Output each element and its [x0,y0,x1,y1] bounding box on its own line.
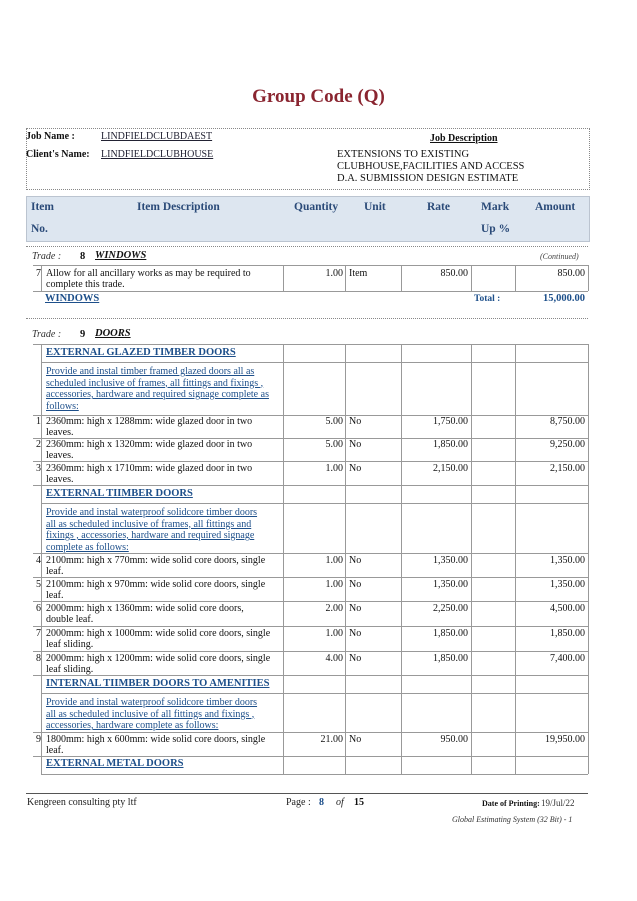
trade-total-name: WINDOWS [45,293,100,304]
rate: 1,350.00 [433,579,468,590]
item-description: leaves. [46,474,74,485]
unit: No [349,653,362,664]
section-paragraph: all as scheduled inclusive of frames, all fittings and [46,518,252,530]
quantity: 5.00 [325,416,343,427]
col-item-no: No. [31,223,48,235]
grid-line [33,601,588,602]
amount: 7,400.00 [550,653,585,664]
page-title: Group Code (Q) [252,86,385,107]
quantity: 1.00 [325,463,343,474]
quantity: 5.00 [325,439,343,450]
quantity: 4.00 [325,653,343,664]
company-name: Kengreen consulting pty ltf [27,797,137,808]
item-description: 2360mm: high x 1288mm: wide glazed door in two [46,416,253,427]
grid-line [41,344,42,774]
grid-line [33,485,588,486]
page-of: of [336,797,344,808]
item-no: 7 [36,628,41,639]
grid-line [33,577,588,578]
grid-line [33,756,588,757]
print-date-label: Date of Printing: [482,799,540,808]
footer-rule [26,793,588,794]
section-paragraph: scheduled inclusive of frames, all fittings and fixings , [46,377,264,389]
amount: 1,350.00 [550,579,585,590]
item-description: double leaf. [46,614,94,625]
job-description-label: Job Description [430,133,498,144]
section-paragraph: Provide and instal waterproof solidcore timber doors [46,697,258,708]
col-item: Item [31,201,54,213]
grid-line [283,344,284,774]
job-description-line: EXTENSIONS TO EXISTING [337,149,470,160]
table-header [26,196,590,242]
unit: Item [349,268,368,279]
grid-line [33,344,588,345]
section-paragraph: follows: [46,400,79,412]
unit: No [349,603,362,614]
grid-line [33,651,588,652]
section-heading: EXTERNAL TIIMBER DOORS [46,488,193,499]
continued-note: (Continued) [540,252,579,261]
section-heading: EXTERNAL GLAZED TIMBER DOORS [46,347,236,358]
job-name-label: Job Name : [26,131,75,142]
job-description-line: CLUBHOUSE,FACILITIES AND ACCESS [337,161,525,172]
grid-line [41,693,588,694]
page-number: 8 [319,797,324,808]
page-label: Page : [286,797,311,808]
item-no: 1 [36,416,41,427]
rate: 2,250.00 [433,603,468,614]
trade-number: 8 [80,251,86,262]
rate: 1,850.00 [433,628,468,639]
grid-line [33,291,588,292]
trade-label: Trade : [32,251,62,262]
unit: No [349,416,362,427]
grid-line [515,265,516,291]
amount: 19,950.00 [545,734,585,745]
item-description: leaf sliding. [46,664,94,675]
item-description: 2000mm: high x 1200mm: wide solid core doors, single [46,653,271,664]
item-no: 6 [36,603,41,614]
quantity: 1.00 [325,628,343,639]
section-paragraph: complete as follows: [46,541,129,553]
col-quantity: Quantity [294,201,339,213]
rate: 950.00 [440,734,468,745]
rate: 1,350.00 [433,555,468,566]
total-label: Total : [474,294,501,304]
item-no: 5 [36,579,41,590]
section-paragraph: all as scheduled inclusive of all fittings and fixings , [46,708,255,720]
item-no: 8 [36,653,41,664]
trade-total: 15,000.00 [543,293,585,304]
item-no: 2 [36,439,41,450]
grid-line [401,344,402,774]
rate: 1,850.00 [433,653,468,664]
rate: 850.00 [440,268,468,279]
grid-line [33,553,588,554]
grid-line [41,362,588,363]
job-name-value: LINDFIELDCLUBDAEST [101,131,213,142]
print-date: 19/Jul/22 [541,798,575,808]
grid-line [515,344,516,774]
item-description: leaves. [46,450,74,461]
amount: 850.00 [557,268,585,279]
amount: 2,150.00 [550,463,585,474]
section-heading: INTERNAL TIIMBER DOORS TO AMENITIES [46,678,270,689]
quantity: 21.00 [320,734,343,745]
item-description: complete this trade. [46,279,125,290]
trade-name: WINDOWS [95,250,147,261]
grid-line [588,265,589,291]
grid-line [33,626,588,627]
col-markup: Mark [481,201,510,213]
grid-line [33,675,588,676]
system-name: Global Estimating System (32 Bit) - 1 [452,815,573,824]
unit: No [349,734,362,745]
section-paragraph: accessories, hardware complete as follows: [46,720,219,731]
grid-line [471,344,472,774]
col-markup: Up % [481,223,511,235]
grid-line [41,265,42,291]
item-description: leaf. [46,566,64,577]
unit: No [349,579,362,590]
page-count: 15 [354,797,364,808]
item-description: leaf. [46,590,64,601]
amount: 8,750.00 [550,416,585,427]
item-description: 2360mm: high x 1320mm: wide glazed door in two [46,439,253,450]
section-paragraph: Provide and instal timber framed glazed doors all as [46,366,255,377]
col-amount: Amount [535,201,576,213]
grid-line [401,265,402,291]
amount: 9,250.00 [550,439,585,450]
col-rate: Rate [427,201,450,213]
grid-line [41,774,588,775]
rate: 1,750.00 [433,416,468,427]
item-description: 2100mm: high x 970mm: wide solid core doors, single [46,579,266,590]
grid-line [41,503,588,504]
amount: 1,850.00 [550,628,585,639]
item-description: 2360mm: high x 1710mm: wide glazed door in two [46,463,253,474]
divider [26,318,588,319]
grid-line [33,265,588,266]
item-description: 1800mm: high x 600mm: wide solid core doors, single [46,734,266,745]
unit: No [349,555,362,566]
quantity: 2.00 [325,603,343,614]
client-name-value: LINDFIELDCLUBHOUSE [101,149,214,160]
quantity: 1.00 [325,555,343,566]
trade-name: DOORS [95,328,131,339]
amount: 4,500.00 [550,603,585,614]
section-heading: EXTERNAL METAL DOORS [46,758,184,769]
col-description: Item Description [137,201,220,213]
grid-line [345,265,346,291]
divider [26,246,588,247]
rate: 2,150.00 [433,463,468,474]
amount: 1,350.00 [550,555,585,566]
item-description: Allow for all ancillary works as may be required to [46,268,251,279]
grid-line [588,344,589,774]
quantity: 1.00 [325,579,343,590]
quantity: 1.00 [325,268,343,279]
section-paragraph: Provide and instal waterproof solidcore timber doors [46,507,258,518]
trade-number: 9 [80,329,86,340]
item-description: leaf. [46,745,64,756]
item-description: 2100mm: high x 770mm: wide solid core doors, single [46,555,266,566]
section-paragraph: accessories, hardware and required signage complete as [46,389,269,400]
unit: No [349,628,362,639]
grid-line [345,344,346,774]
item-description: 2000mm: high x 1000mm: wide solid core doors, single [46,628,271,639]
grid-line [33,461,588,462]
item-no: 7 [36,268,41,279]
job-description-line: D.A. SUBMISSION DESIGN ESTIMATE [337,173,519,184]
unit: No [349,439,362,450]
item-description: leaf sliding. [46,639,94,650]
item-no: 9 [36,734,41,745]
trade-label: Trade : [32,329,62,340]
item-no: 3 [36,463,41,474]
client-name-label: Client's Name: [26,149,90,160]
grid-line [471,265,472,291]
grid-line [283,265,284,291]
unit: No [349,463,362,474]
item-description: 2000mm: high x 1360mm: wide solid core doors, [46,603,244,614]
item-no: 4 [36,555,41,566]
item-description: leaves. [46,427,74,438]
rate: 1,850.00 [433,439,468,450]
col-unit: Unit [364,201,386,213]
grid-line [33,732,588,733]
section-paragraph: fixings , accessories, hardware and required signage [46,530,255,541]
